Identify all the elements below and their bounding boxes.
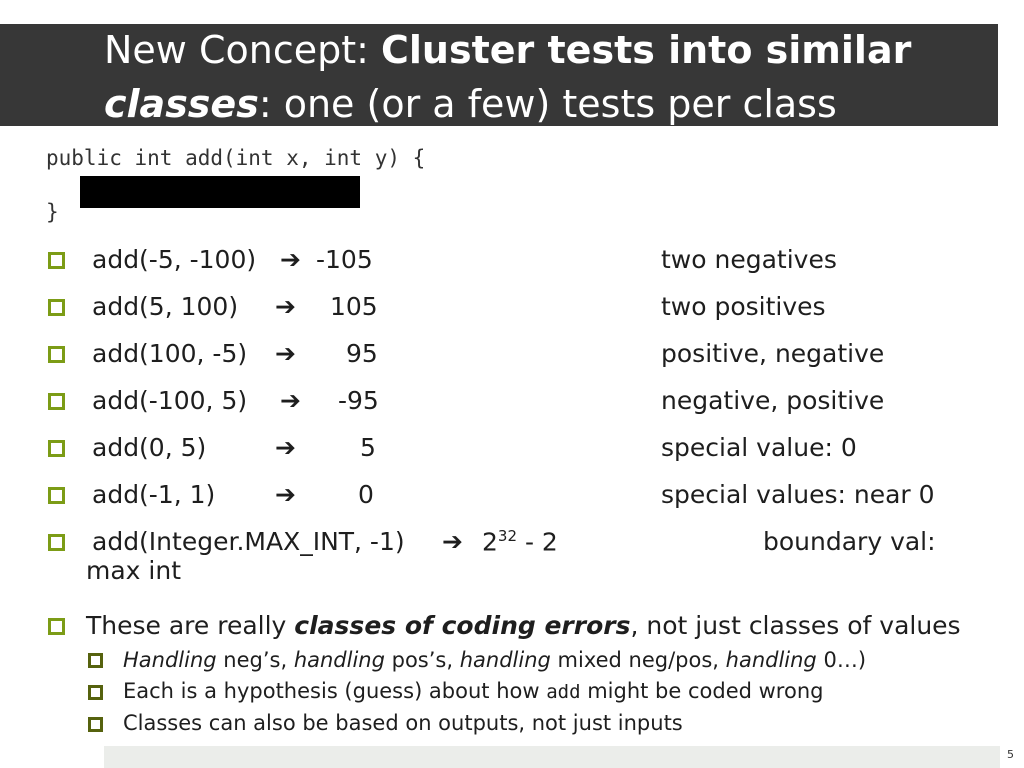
- sub-point-text: might be coded wrong: [580, 679, 824, 703]
- title-rest: : one (or a few) tests per class: [258, 82, 837, 126]
- title-bold-italic: classes: [104, 82, 259, 126]
- sub-point-text: 0…): [816, 648, 867, 672]
- test-result: -95: [338, 386, 379, 415]
- main-point: [86, 611, 961, 640]
- bullet-icon: [48, 618, 65, 635]
- inline-code: add: [546, 681, 581, 703]
- bullet-icon: [48, 346, 65, 363]
- test-call: add(-1, 1): [92, 480, 216, 509]
- test-category: boundary val:: [763, 527, 936, 556]
- main-point-emphasis: classes of coding errors: [294, 611, 631, 640]
- bullet-icon: [48, 393, 65, 410]
- slide-title-line-1: [104, 28, 911, 72]
- test-category: negative, positive: [661, 386, 885, 415]
- main-point-suffix: , not just classes of values: [630, 611, 961, 640]
- arrow-icon: ➔: [275, 433, 296, 462]
- footer-bar: [104, 746, 1000, 768]
- bullet-icon: [48, 252, 65, 269]
- redacted-code-block: [80, 176, 360, 208]
- title-bold: Cluster tests into similar: [381, 28, 912, 72]
- sub-point-3: Classes can also be based on outputs, not just inputs: [123, 711, 683, 735]
- result-rest: - 2: [517, 527, 558, 557]
- sub-point-1: [123, 648, 866, 672]
- arrow-icon: ➔: [275, 480, 296, 509]
- test-result: [482, 527, 558, 556]
- sub-bullet-icon: [88, 653, 103, 668]
- test-category-continued: max int: [86, 556, 182, 585]
- test-result: 0: [358, 480, 374, 509]
- arrow-icon: ➔: [280, 245, 301, 274]
- sub-point-italic: Handling: [123, 648, 217, 672]
- main-point-prefix: These are really: [86, 611, 295, 640]
- test-category: special values: near 0: [661, 480, 935, 509]
- arrow-icon: ➔: [442, 527, 463, 556]
- page-number: 5: [1007, 748, 1014, 761]
- sub-bullet-icon: [88, 717, 103, 732]
- result-exponent: 32: [497, 527, 517, 545]
- test-call: add(5, 100): [92, 292, 239, 321]
- test-category: two negatives: [661, 245, 837, 274]
- test-result: 5: [360, 433, 376, 462]
- arrow-icon: ➔: [275, 339, 296, 368]
- arrow-icon: ➔: [275, 292, 296, 321]
- bullet-icon: [48, 487, 65, 504]
- sub-point-italic: handling: [725, 648, 817, 672]
- sub-point-italic: handling: [293, 648, 385, 672]
- test-call: add(0, 5): [92, 433, 207, 462]
- code-line-3: }: [46, 200, 59, 224]
- sub-point-text: neg’s,: [216, 648, 294, 672]
- bullet-icon: [48, 440, 65, 457]
- test-category: special value: 0: [661, 433, 857, 462]
- bullet-icon: [48, 299, 65, 316]
- sub-point-text: mixed neg/pos,: [550, 648, 726, 672]
- arrow-icon: ➔: [280, 386, 301, 415]
- test-result: -105: [316, 245, 373, 274]
- test-call: add(-100, 5): [92, 386, 248, 415]
- test-call: add(Integer.MAX_INT, -1): [92, 527, 405, 556]
- sub-point-2: [123, 679, 823, 703]
- title-prefix: New Concept:: [104, 28, 382, 72]
- test-result: 95: [346, 339, 378, 368]
- sub-point-italic: handling: [459, 648, 551, 672]
- test-category: two positives: [661, 292, 826, 321]
- result-base: 2: [482, 527, 498, 557]
- bullet-icon: [48, 534, 65, 551]
- test-category: positive, negative: [661, 339, 885, 368]
- slide-title-line-2: [104, 82, 837, 126]
- test-call: add(100, -5): [92, 339, 248, 368]
- sub-point-text: pos’s,: [384, 648, 460, 672]
- sub-point-text: Each is a hypothesis (guess) about how: [123, 679, 547, 703]
- test-result: 105: [330, 292, 378, 321]
- test-call: add(-5, -100): [92, 245, 257, 274]
- sub-bullet-icon: [88, 685, 103, 700]
- code-line-1: public int add(int x, int y) {: [46, 146, 426, 170]
